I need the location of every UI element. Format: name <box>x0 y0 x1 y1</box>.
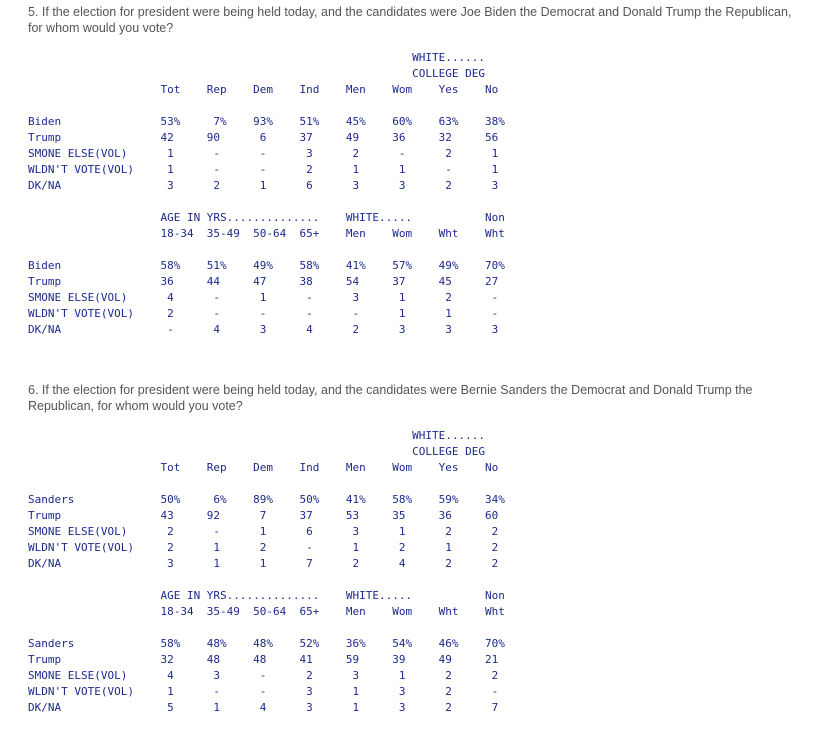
q6-t2-header-line-2: 18-34 35-49 50-64 65+ Men Wom Wht Wht <box>28 605 505 618</box>
table-row: Trump 42 90 6 37 49 36 32 56 <box>28 131 499 144</box>
table-row: Biden 58% 51% 49% 58% 41% 57% 49% 70% <box>28 259 505 272</box>
table-row: Sanders 50% 6% 89% 50% 41% 58% 59% 34% <box>28 493 505 506</box>
table-row: DK/NA 3 1 1 7 2 4 2 2 <box>28 557 499 570</box>
q5-t1-header-line-3: Tot Rep Dem Ind Men Wom Yes No <box>28 83 499 96</box>
q5-t2-header-line-2: 18-34 35-49 50-64 65+ Men Wom Wht Wht <box>28 227 505 240</box>
table-row: SMONE ELSE(VOL) 2 - 1 6 3 1 2 2 <box>28 525 499 538</box>
table-row: DK/NA - 4 3 4 2 3 3 3 <box>28 323 499 336</box>
question-6-text: 6. If the election for president were being held today, and the candidates were Bernie Sanders the Democrat and Donald Trump the Republican, for whom would you vote? <box>28 383 753 413</box>
q5-t1-header-line-2: COLLEGE DEG <box>28 67 485 80</box>
table-row: SMONE ELSE(VOL) 4 - 1 - 3 1 2 - <box>28 291 499 304</box>
table-row: Trump 36 44 47 38 54 37 45 27 <box>28 275 499 288</box>
table-row: SMONE ELSE(VOL) 4 3 - 2 3 1 2 2 <box>28 669 499 682</box>
table-row: Biden 53% 7% 93% 51% 45% 60% 63% 38% <box>28 115 505 128</box>
table-row: WLDN'T VOTE(VOL) 2 - - - - 1 1 - <box>28 307 499 320</box>
q6-t1-header-line-2: COLLEGE DEG <box>28 445 485 458</box>
table-row: Sanders 58% 48% 48% 52% 36% 54% 46% 70% <box>28 637 505 650</box>
table-row: WLDN'T VOTE(VOL) 1 - - 3 1 3 2 - <box>28 685 499 698</box>
table-row: Trump 43 92 7 37 53 35 36 60 <box>28 509 499 522</box>
table-row: DK/NA 5 1 4 3 1 3 2 7 <box>28 701 499 714</box>
table-row: SMONE ELSE(VOL) 1 - - 3 2 - 2 1 <box>28 147 499 160</box>
table-row: Trump 32 48 48 41 59 39 49 21 <box>28 653 499 666</box>
table-row: DK/NA 3 2 1 6 3 3 2 3 <box>28 179 499 192</box>
q6-t1-header-line-1: WHITE...... <box>28 429 485 442</box>
question-5-text: 5. If the election for president were being held today, and the candidates were Joe Biden the Democrat and Donald Trump the Republican, for whom would you vote? <box>28 5 792 35</box>
q6-t2-header-line-1: AGE IN YRS.............. WHITE..... Non <box>28 589 505 602</box>
q5-t1-header-line-1: WHITE...... <box>28 51 485 64</box>
table-row: WLDN'T VOTE(VOL) 1 - - 2 1 1 - 1 <box>28 163 499 176</box>
q6-t1-header-line-3: Tot Rep Dem Ind Men Wom Yes No <box>28 461 499 474</box>
table-row: WLDN'T VOTE(VOL) 2 1 2 - 1 2 1 2 <box>28 541 499 554</box>
q5-t2-header-line-1: AGE IN YRS.............. WHITE..... Non <box>28 211 505 224</box>
